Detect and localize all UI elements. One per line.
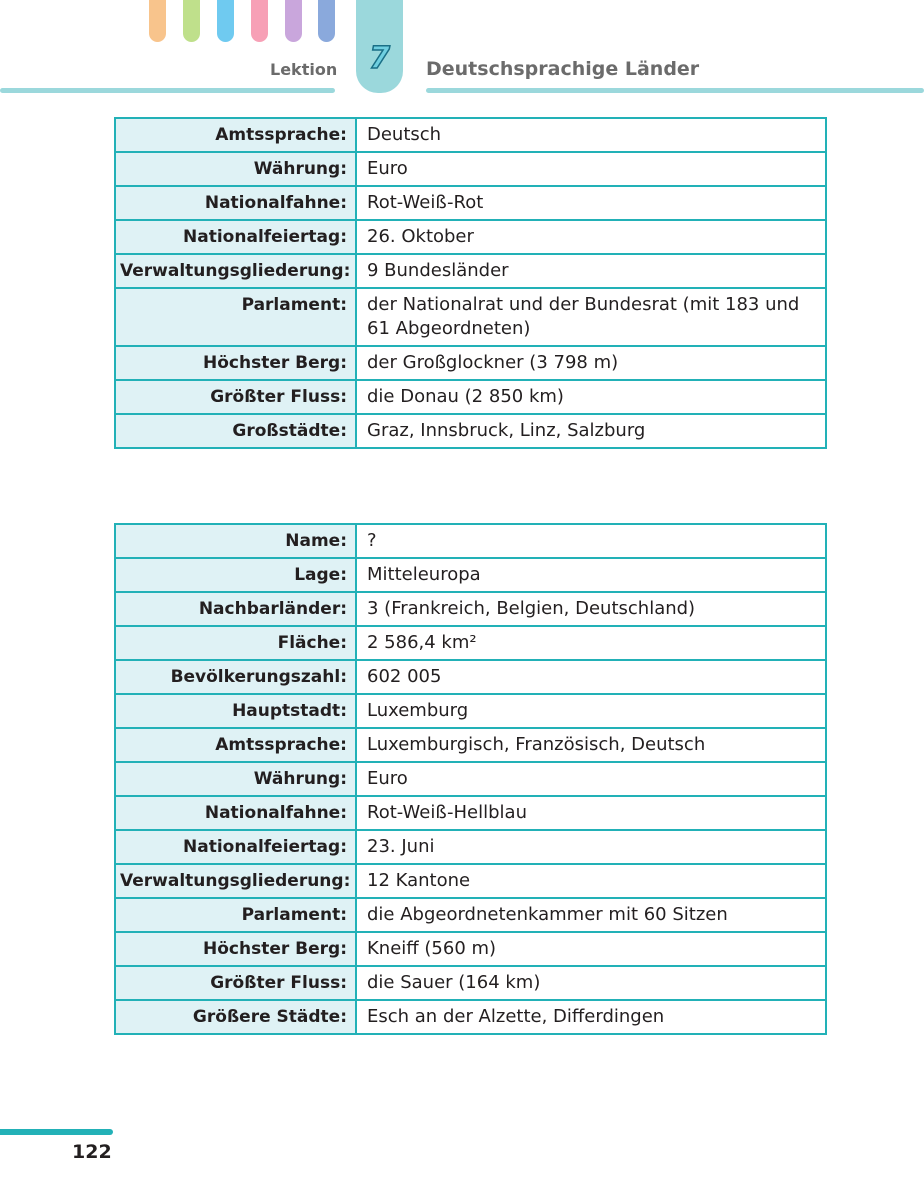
row-label: Verwaltungsgliederung: — [115, 254, 356, 288]
row-value: 23. Juni — [356, 830, 826, 864]
table-row — [115, 898, 826, 932]
row-label: Verwaltungsgliederung: — [115, 864, 356, 898]
row-label: Höchster Berg: — [115, 346, 356, 380]
chapter-title: Deutschsprachige Länder — [426, 58, 700, 80]
table-row — [115, 830, 826, 864]
row-value: Rot-Weiß-Hellblau — [356, 796, 826, 830]
table-row — [115, 414, 826, 448]
row-label: Nationalfeiertag: — [115, 830, 356, 864]
row-label: Größter Fluss: — [115, 966, 356, 1000]
row-value: Mitteleuropa — [356, 558, 826, 592]
row-label: Größere Städte: — [115, 1000, 356, 1034]
row-value: der Nationalrat und der Bundesrat (mit 183 und 61 Abgeordneten) — [356, 288, 826, 346]
row-value: Kneiff (560 m) — [356, 932, 826, 966]
row-label: Nationalfahne: — [115, 186, 356, 220]
page-number: 122 — [72, 1141, 112, 1163]
row-value: die Sauer (164 km) — [356, 966, 826, 1000]
table-row — [115, 254, 826, 288]
row-value: Euro — [356, 762, 826, 796]
row-value: Luxemburg — [356, 694, 826, 728]
row-value: die Donau (2 850 km) — [356, 380, 826, 414]
header-divider-left — [0, 88, 335, 93]
row-label: Amtssprache: — [115, 118, 356, 152]
table-row — [115, 626, 826, 660]
table-row — [115, 186, 826, 220]
row-value: 602 005 — [356, 660, 826, 694]
table-row — [115, 558, 826, 592]
table-row — [115, 932, 826, 966]
row-label: Amtssprache: — [115, 728, 356, 762]
table-row — [115, 220, 826, 254]
row-label: Höchster Berg: — [115, 932, 356, 966]
row-value: Euro — [356, 152, 826, 186]
header-divider-right — [426, 88, 924, 93]
row-value: Luxemburgisch, Französisch, Deutsch — [356, 728, 826, 762]
row-value: Graz, Innsbruck, Linz, Salzburg — [356, 414, 826, 448]
table-row — [115, 288, 826, 346]
table-row — [115, 762, 826, 796]
row-label: Großstädte: — [115, 414, 356, 448]
row-value: 2 586,4 km² — [356, 626, 826, 660]
table-row — [115, 1000, 826, 1034]
table-row — [115, 152, 826, 186]
table-row — [115, 660, 826, 694]
row-value: der Großglockner (3 798 m) — [356, 346, 826, 380]
color-tab-6 — [318, 0, 335, 42]
table-row — [115, 524, 826, 558]
fact-table-luxembourg — [114, 523, 827, 1035]
color-tab-4 — [251, 0, 268, 42]
row-label: Name: — [115, 524, 356, 558]
color-tab-2 — [183, 0, 200, 42]
row-label: Größter Fluss: — [115, 380, 356, 414]
row-label: Währung: — [115, 762, 356, 796]
color-tab-5 — [285, 0, 302, 42]
table-row — [115, 796, 826, 830]
row-value: 12 Kantone — [356, 864, 826, 898]
table-row — [115, 864, 826, 898]
table-row — [115, 380, 826, 414]
row-label: Hauptstadt: — [115, 694, 356, 728]
lektion-label: Lektion — [270, 60, 338, 79]
row-value: Deutsch — [356, 118, 826, 152]
row-label: Bevölkerungszahl: — [115, 660, 356, 694]
lesson-number: 7 — [369, 41, 390, 76]
row-value: 3 (Frankreich, Belgien, Deutschland) — [356, 592, 826, 626]
table-row — [115, 592, 826, 626]
fact-table-body — [115, 524, 826, 1034]
table-row — [115, 728, 826, 762]
color-tab-3 — [217, 0, 234, 42]
table-row — [115, 966, 826, 1000]
row-label: Parlament: — [115, 898, 356, 932]
footer-accent-bar — [0, 1129, 113, 1135]
table-row — [115, 694, 826, 728]
color-tab-1 — [149, 0, 166, 42]
fact-table-austria — [114, 117, 827, 449]
table-row — [115, 118, 826, 152]
row-value: die Abgeordnetenkammer mit 60 Sitzen — [356, 898, 826, 932]
row-label: Fläche: — [115, 626, 356, 660]
lesson-number-tab — [356, 0, 403, 93]
row-value: 26. Oktober — [356, 220, 826, 254]
row-label: Währung: — [115, 152, 356, 186]
fact-table-body — [115, 118, 826, 448]
row-label: Nationalfeiertag: — [115, 220, 356, 254]
row-value: ? — [356, 524, 826, 558]
row-label: Parlament: — [115, 288, 356, 346]
row-label: Nationalfahne: — [115, 796, 356, 830]
row-value: Esch an der Alzette, Differdingen — [356, 1000, 826, 1034]
table-row — [115, 346, 826, 380]
row-value: 9 Bundesländer — [356, 254, 826, 288]
row-value: Rot-Weiß-Rot — [356, 186, 826, 220]
row-label: Nachbarländer: — [115, 592, 356, 626]
row-label: Lage: — [115, 558, 356, 592]
